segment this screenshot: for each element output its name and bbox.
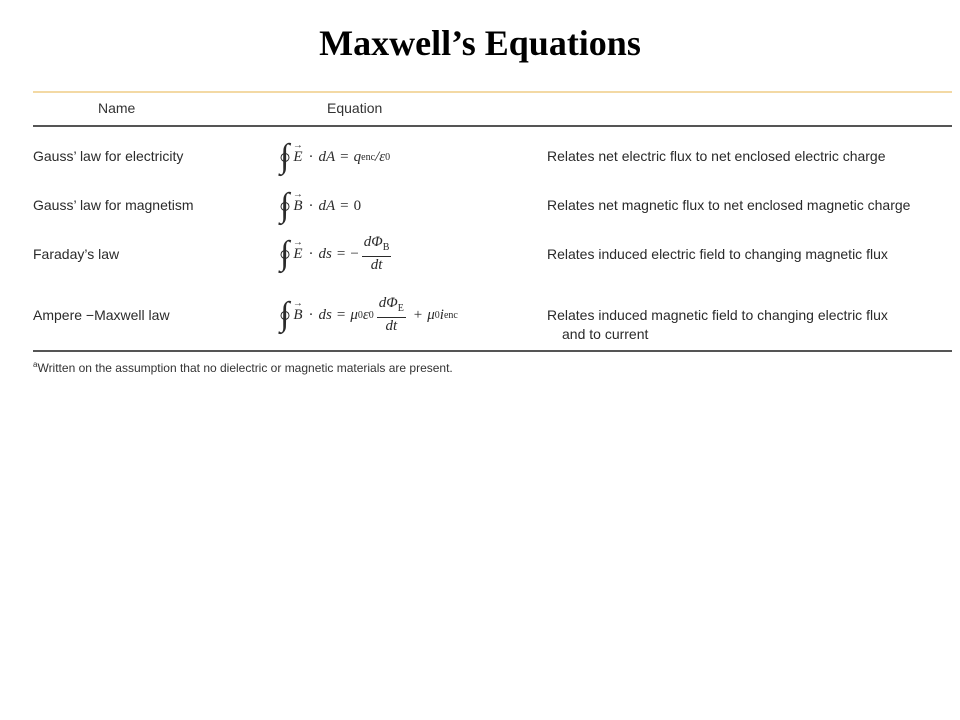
row2-name: Gauss’ law for magnetism bbox=[33, 197, 194, 213]
fraction-denominator: dt bbox=[385, 318, 398, 334]
row4-name: Ampere −Maxwell law bbox=[33, 307, 170, 323]
flux-derivative-fraction bbox=[362, 234, 392, 274]
mu-symbol: μ bbox=[350, 306, 358, 323]
rhs-tail-subscript: 0 bbox=[385, 151, 391, 163]
flux-derivative-fraction bbox=[377, 295, 406, 335]
differential-element: dA bbox=[318, 148, 336, 165]
vector-field: → E bbox=[293, 246, 302, 263]
closed-integral-icon: ∫ bbox=[280, 296, 290, 333]
epsilon-symbol: ε bbox=[362, 306, 369, 323]
row4-equation: ∫ → B · ds = μ 0 ε 0 $\frac{d\Phi_E}{dt}$ + μ 0 i enc bbox=[280, 294, 458, 336]
row3-name: Faraday’s law bbox=[33, 246, 120, 262]
header-name: Name bbox=[98, 100, 136, 116]
equals-sign: = bbox=[340, 148, 349, 165]
dot-operator: · bbox=[308, 245, 314, 262]
row4-description bbox=[547, 306, 947, 344]
header-equation: Equation bbox=[327, 100, 383, 116]
table-footnote bbox=[33, 360, 453, 375]
minus-sign: − bbox=[350, 245, 359, 262]
closed-integral-icon: ∫ bbox=[280, 235, 290, 272]
table-top-rule bbox=[33, 91, 952, 93]
row2-description: Relates net magnetic flux to net enclosed magnetic charge bbox=[547, 197, 911, 213]
closed-integral-icon: ∫ bbox=[280, 138, 290, 175]
row1-equation bbox=[280, 140, 390, 174]
page-title: Maxwell’s Equations bbox=[319, 23, 641, 63]
table-header-rule bbox=[33, 125, 952, 127]
differential-element: dA bbox=[318, 197, 336, 214]
row3-equation bbox=[280, 234, 394, 274]
dot-operator: · bbox=[308, 197, 314, 214]
differential-element: ds bbox=[318, 245, 332, 262]
table-bottom-rule bbox=[33, 350, 952, 352]
differential-element: ds bbox=[318, 306, 332, 323]
row1-name: Gauss’ law for electricity bbox=[33, 148, 184, 164]
dot-operator: · bbox=[308, 148, 314, 165]
mu-symbol: μ bbox=[427, 306, 435, 323]
closed-integral-icon: ∫ bbox=[280, 187, 290, 224]
row4-description-line2: and to current bbox=[562, 326, 649, 342]
fraction-numerator: $d\Phi_E$ bbox=[377, 295, 406, 318]
row1-description: Relates net electric flux to net enclosed electric charge bbox=[547, 148, 886, 164]
plus-sign: + bbox=[413, 306, 423, 323]
footnote-mark: a bbox=[33, 360, 38, 369]
rhs-tail: /ε bbox=[375, 148, 386, 165]
footnote-text: Written on the assumption that no dielectric or magnetic materials are present. bbox=[37, 361, 453, 375]
equals-sign: = bbox=[336, 245, 346, 262]
current-symbol: i bbox=[439, 306, 444, 323]
fraction-denominator: dt bbox=[370, 257, 383, 273]
rhs-subscript: enc bbox=[361, 151, 376, 163]
dot-operator: · bbox=[308, 306, 314, 323]
rhs-symbol: q bbox=[353, 148, 362, 165]
rhs-value: 0 bbox=[353, 197, 362, 214]
equals-sign: = bbox=[340, 197, 349, 214]
vector-field: → B bbox=[293, 198, 302, 215]
vector-field: → E bbox=[293, 149, 302, 166]
row2-equation bbox=[280, 189, 361, 223]
vector-field: → B bbox=[293, 307, 302, 324]
equals-sign: = bbox=[336, 306, 346, 323]
row3-description: Relates induced electric field to changing magnetic flux bbox=[547, 246, 888, 262]
fraction-numerator: $d\Phi_B$ bbox=[362, 234, 392, 257]
row4-description-line1: Relates induced magnetic field to changing electric flux bbox=[547, 307, 888, 323]
